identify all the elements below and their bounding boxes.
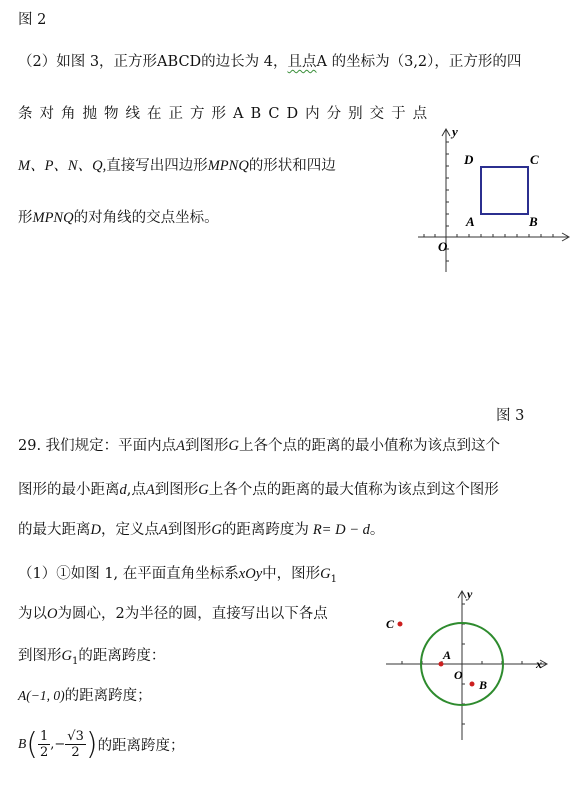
part2-line-3-text: 直接写出四边形: [106, 158, 208, 174]
part2-underlined-phrase: 且点: [287, 54, 317, 70]
frac-sqrt3-half: [65, 729, 86, 760]
q29-formula: R= D − d: [312, 522, 370, 538]
q29-p1-line-3: [18, 644, 165, 667]
q29-l3-e: 的距离跨度为: [221, 522, 309, 538]
q29-line-2: [18, 478, 499, 499]
part2-line-4b: 的对角线的交点坐标。: [73, 210, 219, 226]
point-b-name: B: [18, 736, 27, 751]
point-a-coord: A(−1, 0): [18, 688, 65, 703]
part2-line-2: 条对角抛物线在正方形ABCD内分别交于点: [18, 106, 435, 122]
fig3-origin-label: O: [438, 239, 448, 254]
part2-line-3-end: 的形状和四边: [248, 158, 336, 174]
q29-p1-l3-b: 的距离跨度：: [78, 648, 166, 664]
frac1-num: 1: [39, 728, 49, 744]
q29-l1-a: 29. 我们规定：平面内点: [18, 438, 177, 454]
part2-line-3: [18, 154, 336, 175]
points-mpnq: M、P、N、Q,: [18, 158, 107, 174]
q29-p1-line-2: [18, 602, 328, 623]
q29-line-1: [18, 434, 500, 455]
q29-p1-G1-sub: 1: [330, 573, 337, 585]
q29-l3-b: ，定义点: [100, 522, 159, 538]
q29-p1-l2-a: 为以: [18, 606, 47, 622]
q29-p1-l3-sub: 1: [71, 655, 79, 667]
square-abcd: [481, 167, 528, 214]
q29-l3-a: 的最大距离: [18, 522, 91, 538]
q29-l3-c: 到图形: [167, 522, 212, 538]
q29-p1-l1-a: （1）①如图 1, 在平面直角坐标系: [18, 566, 239, 582]
quad-mpnq: MPNQ: [207, 158, 249, 174]
q29-p1-line-1: [18, 562, 337, 585]
q29-p1-l1-b: 中，图形: [262, 566, 321, 582]
frac2-num: √3: [67, 728, 84, 744]
q29-l3-G: G: [211, 522, 222, 538]
q29-line-3: [18, 518, 384, 539]
q29-xoy: xOy: [238, 566, 263, 582]
fig1-label-c: C: [386, 617, 395, 631]
fig1-y-label: y: [467, 588, 473, 601]
q29-l2-e: 上各个点的距离的最大值称为该点到这个图形: [208, 482, 499, 498]
point-a-rest: 的距离跨度；: [64, 688, 152, 704]
figure-2-label: 图 2: [18, 12, 47, 28]
frac1-den: 2: [39, 744, 49, 760]
fig3-label-c: C: [530, 152, 539, 167]
frac-sep: ,−: [50, 736, 66, 752]
left-paren: (: [26, 726, 38, 762]
q29-p1-l3-G: G: [61, 648, 72, 664]
q29-l2-a: 图形的最小距离: [18, 482, 120, 498]
point-b-line: [18, 722, 185, 766]
q29-l1-G: G: [228, 438, 240, 454]
q29-p1-G1: G: [320, 566, 331, 582]
figure-3-caption: 图 3: [496, 408, 525, 424]
q29-l1-c: 上各个点的距离的最小值称为该点到这个: [239, 438, 501, 454]
fig1-label-b: B: [479, 678, 488, 692]
q29-l2-G: G: [198, 482, 209, 498]
fig3-label-b: B: [529, 214, 538, 229]
point-a-line: [18, 684, 152, 705]
part2-line-4: [18, 206, 219, 227]
q29-p1-l2-b: 为圆心，2为半径的圆，直接写出以下各点: [57, 606, 328, 622]
point-c-dot: [398, 622, 403, 627]
frac-one-half: [38, 729, 50, 760]
q29-l3-D: D: [90, 522, 101, 538]
figure-1-diagram: [380, 588, 552, 744]
q29-l3-end: 。: [369, 522, 385, 538]
part2-line-4a: 形: [18, 210, 33, 226]
q29-l2-d: d: [119, 482, 127, 498]
point-b-rest: 的距离跨度；: [97, 737, 185, 754]
q29-l3-A: A: [158, 522, 168, 538]
fig1-x-label: x: [536, 657, 542, 671]
fig1-label-a: A: [443, 648, 452, 662]
quad-mpnq-2: MPNQ: [32, 210, 74, 226]
frac2-den: 2: [71, 744, 80, 760]
q29-l1-b: 到图形: [185, 438, 229, 454]
q29-l2-A: A: [145, 482, 155, 498]
part2-line-1c: A 的坐标为（3,2），正方形的四: [316, 54, 522, 70]
q29-p1-l3-a: 到图形: [18, 648, 62, 664]
figure-3-diagram: [410, 126, 572, 276]
fig3-label-d: D: [464, 152, 474, 167]
right-paren: ): [85, 726, 98, 762]
q29-l2-b: ,点: [126, 482, 146, 498]
q29-l1-A: A: [176, 438, 186, 454]
q29-p1-O: O: [47, 606, 58, 622]
q29-l2-c: 到图形: [154, 482, 199, 498]
point-a-dot: [439, 662, 444, 667]
point-b-dot: [470, 682, 475, 687]
fig1-origin-label: O: [454, 668, 463, 682]
part2-line-1: [18, 50, 521, 71]
part2-line-1a: （2）如图 3，正方形ABCD的边长为 4，: [18, 54, 288, 70]
fig3-y-label: y: [452, 126, 458, 139]
fig3-label-a: A: [466, 214, 475, 229]
